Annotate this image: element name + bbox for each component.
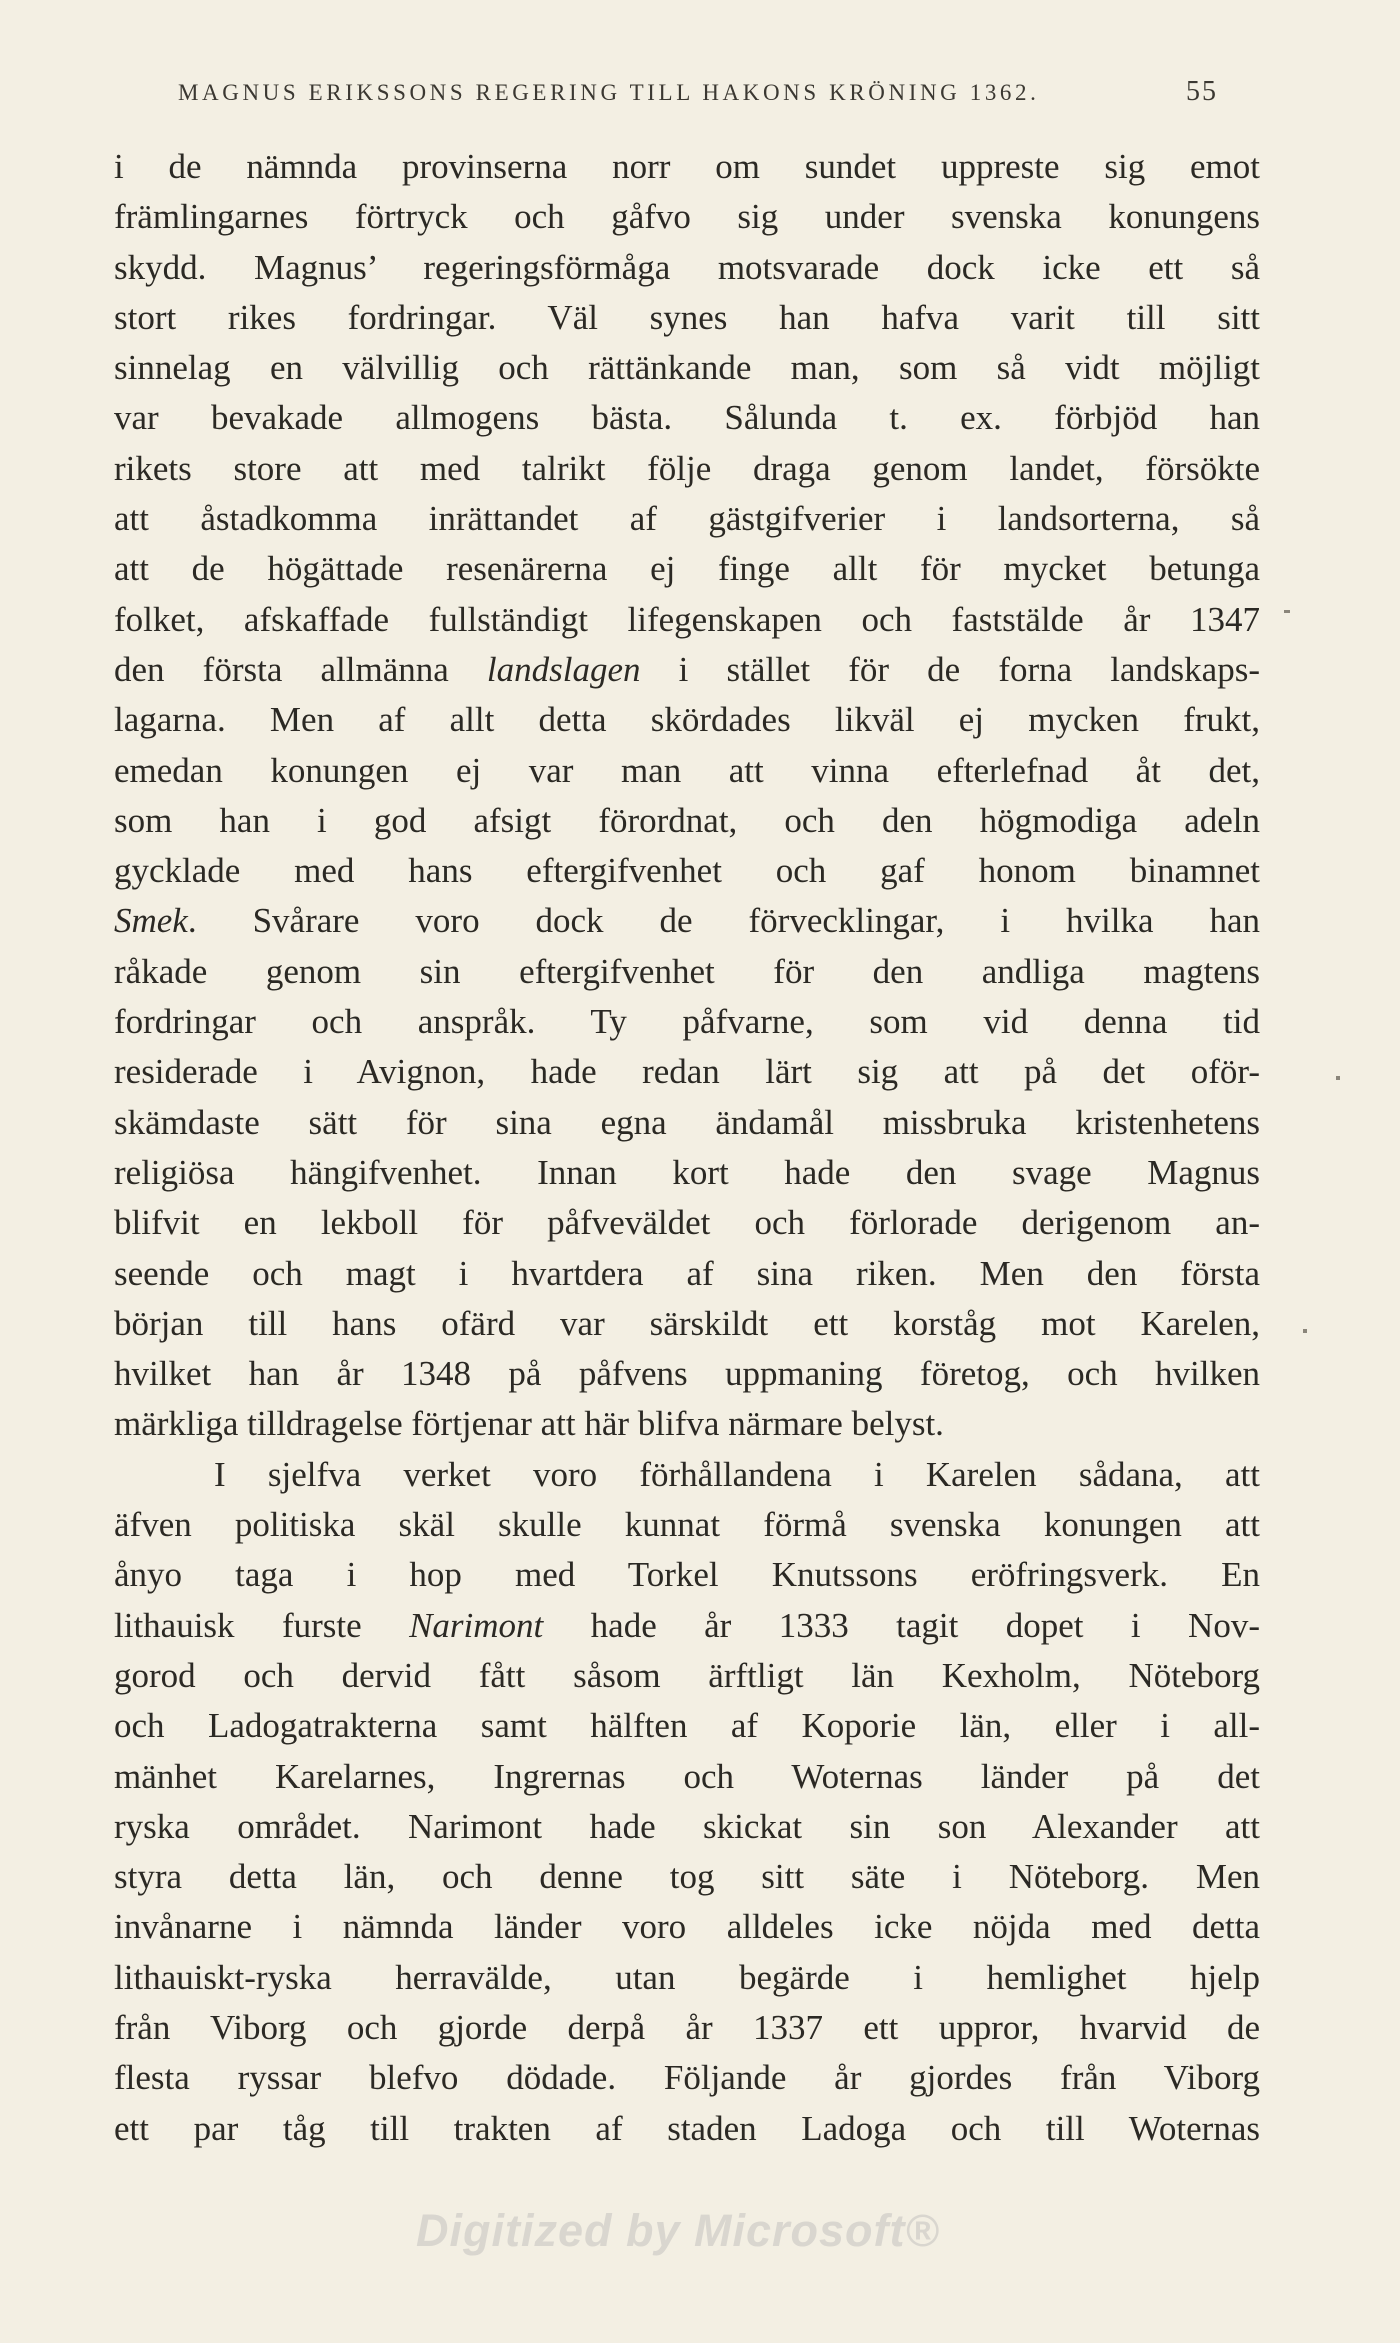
text-line: hvilket han år 1348 på påfvens uppmaning företog, och hvilken (114, 1354, 1260, 1394)
text-line: fordringar och anspråk. Ty påfvarne, som vid denna tid (114, 1002, 1260, 1042)
text-line: i de nämnda provinserna norr om sundet uppreste sig emot (114, 147, 1260, 186)
text-line: mänhet Karelarnes, Ingrernas och Woternas länder på det (114, 1756, 1260, 1796)
text-line: främlingarnes förtryck och gåfvo sig under svenska konungens (114, 197, 1260, 237)
text-line: äfven politiska skäl skulle kunnat förmå svenska konungen att (114, 1505, 1260, 1545)
text-line: flesta ryssar blefvo dödade. Följande år gjordes från Viborg (114, 2058, 1260, 2098)
text-line: ett par tåg till trakten af staden Ladoga och till Woternas (114, 2108, 1260, 2148)
text-line: ryska området. Narimont hade skickat sin son Alexander att (114, 1806, 1260, 1846)
margin-speck (1303, 1329, 1307, 1333)
text-line: rikets store att med talrikt följe draga genom landet, försökte (114, 448, 1260, 488)
text-line: emedan konungen ej var man att vinna efterlefnad åt det, (114, 750, 1260, 790)
text-line: invånarne i nämnda länder voro alldeles icke nöjda med detta (114, 1907, 1260, 1947)
italic-term: Narimont (409, 1605, 544, 1645)
body-text (114, 142, 1260, 2154)
text-line: ånyo taga i hop med Torkel Knutssons eröfringsverk. En (114, 1555, 1260, 1595)
text-line: att åstadkomma inrättandet af gästgifverier i landsorterna, så (114, 499, 1260, 539)
text-line: lithauisk furste Narimont hade år 1333 tagit dopet i Nov- (114, 1605, 1260, 1645)
page-number: 55 (1186, 76, 1218, 107)
text-line: blifvit en lekboll för påfveväldet och förlorade derigenom an- (114, 1203, 1260, 1243)
running-head: MAGNUS ERIKSSONS REGERING TILL HAKONS KRÖNING 1362. (178, 80, 1040, 105)
text-line: och Ladogatrakterna samt hälften af Koporie län, eller i all- (114, 1706, 1260, 1746)
text-line: styra detta län, och denne tog sitt säte i Nöteborg. Men (114, 1857, 1260, 1897)
italic-term: landslagen (486, 649, 641, 689)
digitization-watermark: Digitized by Microsoft® (416, 2205, 940, 2256)
text-line: Smek. Svårare voro dock de förvecklingar, i hvilka han (114, 901, 1260, 941)
text-line: att de högättade resenärerna ej finge allt för mycket betunga (114, 549, 1260, 589)
text-line: lagarna. Men af allt detta skördades likväl ej mycken frukt, (114, 700, 1260, 740)
text-line: residerade i Avignon, hade redan lärt sig att på det oför- (114, 1052, 1260, 1092)
text-line: skämdaste sätt för sina egna ändamål missbruka kristenhetens (114, 1102, 1260, 1142)
italic-term: Smek (114, 901, 188, 941)
text-line: gycklade med hans eftergifvenhet och gaf honom binamnet (114, 851, 1260, 891)
text-line: början till hans ofärd var särskildt ett korståg mot Karelen, (114, 1303, 1260, 1343)
text-line: den första allmänna landslagen i stället för de forna landskaps- (114, 649, 1260, 689)
margin-speck (1336, 1076, 1340, 1080)
text-line: folket, afskaffade fullständigt lifegenskapen och faststälde år 1347 (114, 599, 1260, 639)
text-line: märkliga tilldragelse förtjenar att här blifva närmare belyst. (114, 1404, 944, 1444)
text-line: I sjelfva verket voro förhållandena i Karelen sådana, att (214, 1454, 1260, 1494)
text-line: seende och magt i hvartdera af sina riken. Men den första (114, 1253, 1260, 1293)
text-line: råkade genom sin eftergifvenhet för den andliga magtens (114, 951, 1260, 991)
text-line: sinnelag en välvillig och rättänkande man, som så vidt möjligt (114, 348, 1260, 388)
text-line: som han i god afsigt förordnat, och den högmodiga adeln (114, 800, 1260, 840)
text-line: stort rikes fordringar. Väl synes han hafva varit till sitt (114, 297, 1260, 337)
margin-speck (1284, 610, 1290, 613)
text-line: religiösa hängifvenhet. Innan kort hade den svage Magnus (114, 1152, 1260, 1192)
text-line: gorod och dervid fått såsom ärftligt län Kexholm, Nöteborg (114, 1655, 1260, 1695)
text-line: var bevakade allmogens bästa. Sålunda t. ex. förbjöd han (114, 398, 1260, 438)
text-line: lithauiskt-ryska herravälde, utan begärde i hemlighet hjelp (114, 1957, 1260, 1997)
text-line: skydd. Magnus’ regeringsförmåga motsvarade dock icke ett så (114, 247, 1260, 287)
page-header (178, 76, 1218, 108)
text-line: från Viborg och gjorde derpå år 1337 ett uppror, hvarvid de (114, 2007, 1260, 2047)
